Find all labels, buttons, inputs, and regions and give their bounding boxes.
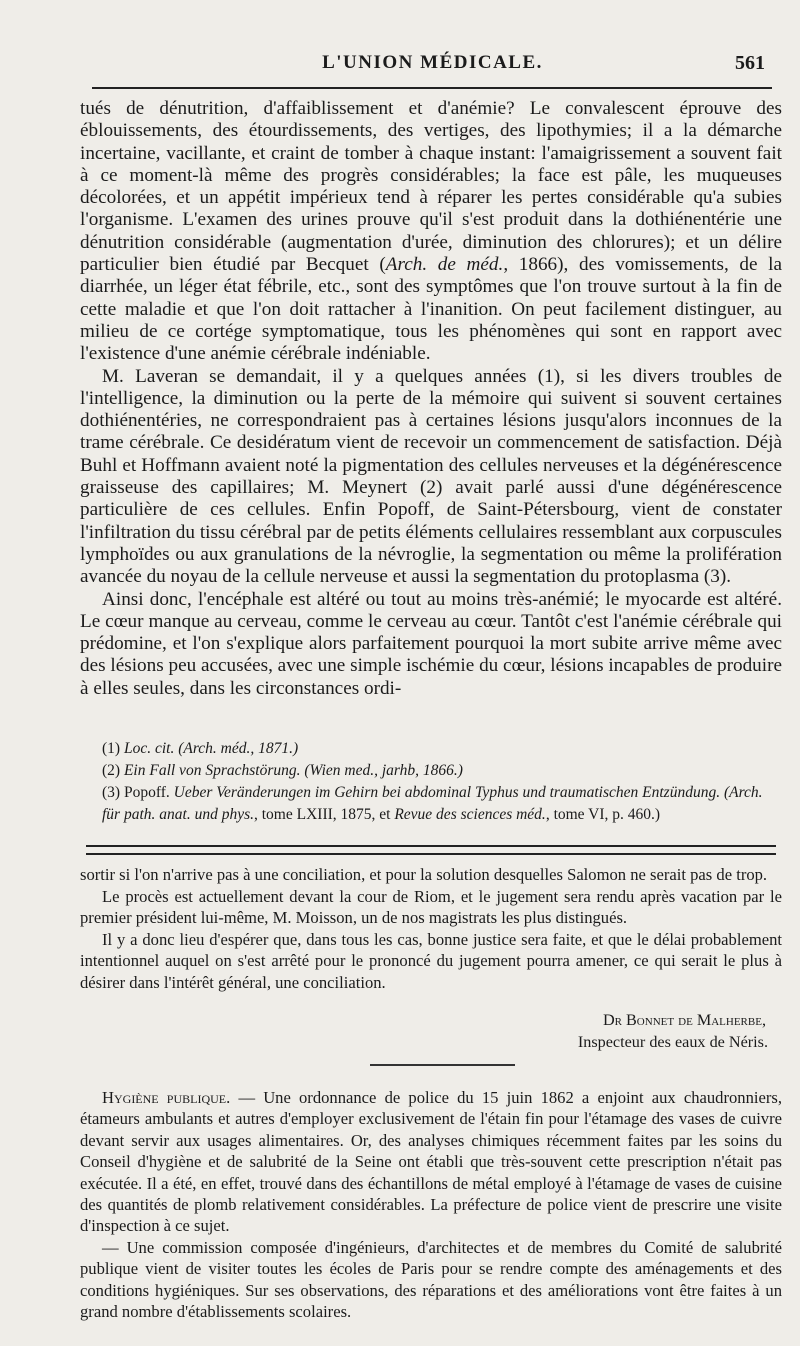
main-article <box>80 98 782 700</box>
lower-paragraph-3: Il y a donc lieu d'espérer que, dans tous les cas, bonne justice sera faite, et que le délai probablement intentionnel auquel on s'est arrêté pour le prononcé du jugement pourra amener, ce qui serait le plus à désirer dans l'intérêt général, une conciliation. <box>80 929 782 992</box>
footnote-3-end: , tome VI, p. 460.) <box>545 806 661 823</box>
footnote-1 <box>80 738 782 760</box>
footnote-2-text: Ein Fall von Sprachstörung. (Wien med., jarhb, 1866.) <box>123 762 463 779</box>
signature-name: Dr Bonnet de Malherbe, <box>602 1011 766 1029</box>
footnote-1-number: (1) <box>102 740 121 757</box>
footnotes <box>80 738 782 826</box>
header-rule <box>92 87 772 89</box>
lower-paragraph-2: Le procès est actuellement devant la cour de Riom, et le jugement sera rendu après vacation par le premier président lui-même, M. Moisson, un de nos magistrats les plus distingués. <box>80 886 782 928</box>
journal-title: L'UNION MÉDICALE. <box>322 52 543 73</box>
main-paragraph-3: Ainsi donc, l'encéphale est altéré ou tout au moins très-anémié; le myocarde est altéré. Le cœur manque au cerveau, comme le cerveau au cœur. Tantôt c'est l'anémie cérébrale qui prédomine, et l'on s'explique alors parfaitement pourquoi la mort subite arrive même avec des lésions peu accusées, avec une simple ischémie du cœur, lésions incapables de produire à elles seules, dans les circonstances ordi- <box>80 588 783 699</box>
signature-role: Inspecteur des eaux de Néris. <box>577 1033 768 1051</box>
main-paragraph-1 <box>80 98 782 366</box>
main-paragraph-1-reference: Arch. de méd. <box>385 254 504 276</box>
footnote-3-author: Popoff. <box>123 784 170 801</box>
main-paragraph-2: M. Laveran se demandait, il y a quelques années (1), si les divers troubles de l'intelligence, la diminution ou la perte de la mémoire qui suivent si souvent certaines dothiénentéries, ne correspondraient pas à certaines lésions jusqu'alors inconnues de la trame cérébrale. Ce desidératum vient de recevoir un commencement de satisfaction. Déjà Buhl et Hoffmann avaient noté la pigmentation des cellules nerveuses et la dégénérescence graisseuse des capillaires; M. Meynert (2) avait parlé aussi d'une dégénérescence particulière de ces cellules. Enfin Popoff, de Saint-Pétersbourg, vient de constater l'infiltration du tissu cérébral par de petits éléments cellulaires ressemblant aux corpuscules lymphoïdes ou aux granulations de la névroglie, la segmentation ou même la prolifération avancée du noyau de la cellule nerveuse et aussi la segmentation du protoplasma (3). <box>80 365 782 588</box>
news-section <box>80 1087 782 1322</box>
footnote-3 <box>80 782 782 826</box>
main-paragraph-1-text-b: , 1866), des vomissements, de la diarrhée, un léger état fébrile, etc., sont des symptômes que l'on trouve surtout à la fin de cette maladie et que l'on doit rattacher à l'inanition. On peut facilement distinguer, au milieu de ce cortége symptomatique, tous les phénomènes qui sont en rapport avec l'existence d'une anémie cérébrale indéniable. <box>80 254 782 365</box>
footnote-3-title: Ueber Veränderungen im Gehirn bei abdominal Typhus und traumatischen Entzündung. (Arch. für path. anat. und phys. <box>102 784 763 823</box>
page-number: 561 <box>735 52 765 74</box>
footnote-2-number: (2) <box>102 762 121 779</box>
footnote-3-volume: , tome LXIII, 1875, et <box>254 806 395 823</box>
footnote-3-number: (3) <box>102 784 121 801</box>
footnote-1-text: Loc. cit. (Arch. méd., 1871.) <box>123 740 299 757</box>
feuilleton-continuation <box>80 864 782 994</box>
lower-paragraph-1: sortir si l'on n'arrive pas à une conciliation, et pour la solution desquelles Salomon ne serait pas de trop. <box>80 865 768 884</box>
footnote-3-journal: Revue des sciences méd. <box>394 806 546 823</box>
short-separator <box>370 1064 515 1066</box>
hygiene-label: Hygiène publique. <box>102 1088 231 1107</box>
hygiene-paragraph-1 <box>80 1087 782 1237</box>
footnote-2 <box>80 760 782 782</box>
main-paragraph-1-text-a: tués de dénutrition, d'affaiblissement et d'anémie? Le convalescent éprouve des éblouissements, des étourdissements, des vertiges, des lipothymies; il a la démarche incertaine, vacillante, et craint de tomber à chaque instant: l'amaigrissement a souvent fait à ce moment-là même des progrès considérables; la face est pâle, les muqueuses décolorées, et un appétit impérieux tend à réparer les pertes considérable qu'a subies l'organisme. L'examen des urines prouve qu'il s'est produit dans la dothiénentérie une dénutrition considérable (augmentation d'urée, diminution des chlorures); et un délire particulier bien étudié par Becquet ( <box>80 98 782 276</box>
hygiene-text: — Une ordonnance de police du 15 juin 1862 a enjoint aux chaudronniers, étameurs ambulants et autres d'employer exclusivement de l'étain fin pour l'étamage des vases de cuivre devant servir aux usages alimentaires. Or, des analyses chimiques récemment faites par les soins du Conseil d'hygiène et de salubrité de la Seine ont établi que très-souvent cette prescription n'était pas exécutée. Il a été, en effet, trouvé dans des échantillons de métal employé à l'étamage de vases de cuisine des quantités de plomb relativement considérables. La préfecture de police vient de prescrire une visite d'inspection à ce sujet. <box>80 1088 782 1236</box>
hygiene-paragraph-2: — Une commission composée d'ingénieurs, d'architectes et de membres du Comité de salubrité publique vient de visiter toutes les écoles de Paris pour se rendre compte des aménagements et des conditions hygiéniques. Sur ses observations, des réparations et des améliorations vont être faites à un grand nombre d'établissements scolaires. <box>80 1237 782 1322</box>
section-divider <box>86 845 776 855</box>
page-header <box>95 52 770 86</box>
